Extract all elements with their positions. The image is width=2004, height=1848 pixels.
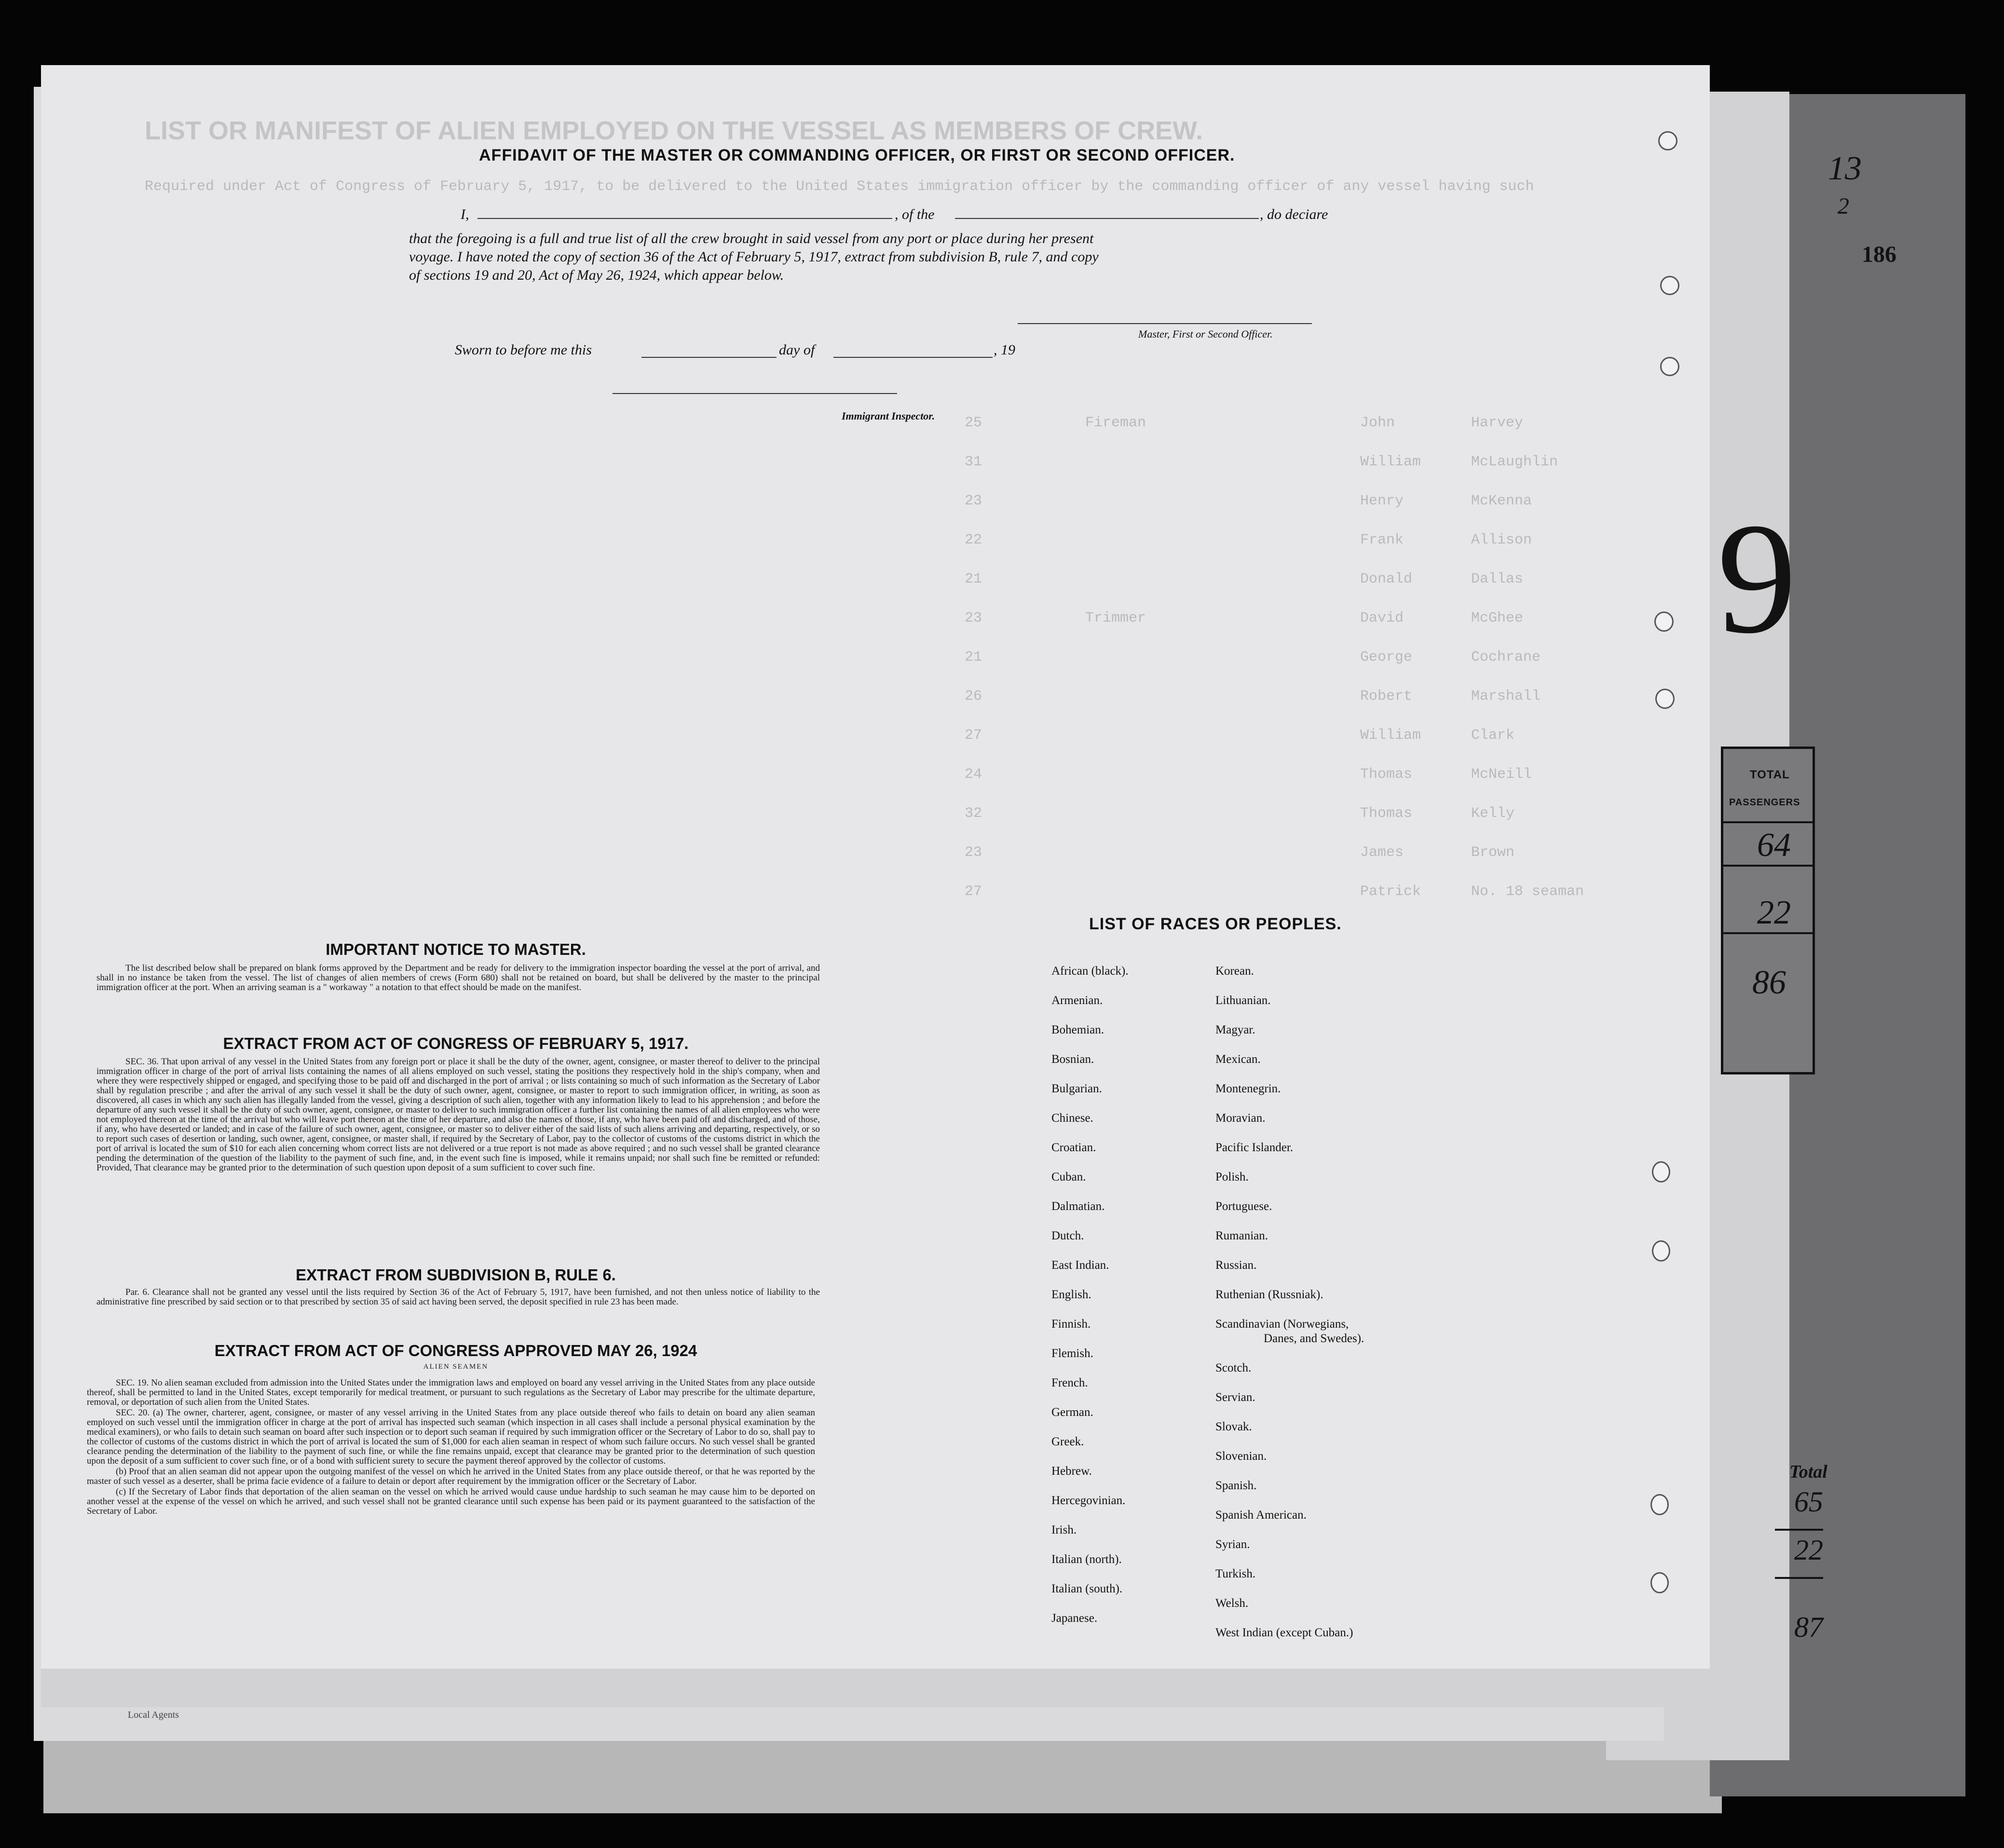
race-item: Cuban.	[1051, 1170, 1086, 1183]
master-caption: Master, First or Second Officer.	[1138, 328, 1273, 340]
ghost-surname: McGhee	[1471, 610, 1524, 626]
tally-header-passengers: PASSENGERS	[1729, 797, 1800, 808]
race-item: French.	[1051, 1376, 1088, 1389]
race-item: Bosnian.	[1051, 1053, 1094, 1066]
ghost-surname: Kelly	[1471, 805, 1515, 822]
race-item: Korean.	[1215, 965, 1254, 978]
vessel-blank	[955, 218, 1259, 219]
handwritten-top-mark-2: 2	[1838, 193, 1849, 219]
race-item: Welsh.	[1215, 1597, 1249, 1610]
race-item: Servian.	[1215, 1391, 1255, 1404]
ghost-surname: Harvey	[1471, 415, 1524, 431]
affidavit-of-the: , of the	[895, 206, 935, 222]
ghost-given: William	[1360, 454, 1421, 470]
ghost-surname: Marshall	[1471, 688, 1541, 705]
sworn-day-blank	[641, 357, 777, 358]
extract-rule6-title: EXTRACT FROM SUBDIVISION B, RULE 6.	[296, 1266, 616, 1284]
race-item: Chinese.	[1051, 1112, 1093, 1125]
ghost-surname: Cochrane	[1471, 649, 1541, 666]
handwritten-total-label: Total	[1789, 1462, 1827, 1482]
race-item: Dalmatian.	[1051, 1200, 1105, 1213]
extract-1917-title: EXTRACT FROM ACT OF CONGRESS OF FEBRUARY 5, 1917.	[223, 1034, 689, 1052]
notice-text: The list described below shall be prepared on blank forms approved by the Department and be ready for delivery to the immigration inspector boarding the vessel at the port of arrival, and shall in no instance be taken from the vessel. The list of changes of alien members of crews (Form 680) shall not be retained on board, but shall be delivered by the master to the principal immigration officer at the port. When an arriving seaman is a " workaway " a notation to that effect should be made on the manifest.	[96, 963, 820, 992]
ghost-given: Thomas	[1360, 766, 1413, 783]
master-signature-line	[1018, 323, 1312, 324]
total-divider	[1775, 1577, 1823, 1579]
race-item: Japanese.	[1051, 1612, 1098, 1625]
race-item: Dutch.	[1051, 1229, 1084, 1242]
handwritten-total-2: 22	[1794, 1534, 1823, 1566]
extract-1917-text: SEC. 36. That upon arrival of any vessel in the United States from any foreign port or place it shall be the duty of the owner, agent, consignee, or master thereof to deliver to the principal immigration officer in charge of the port of arrival lists containing the names of all aliens employed on such vessel, stating the positions they respectively hold in the ship's company, when and where they were respectively shipped or engaged, and specifying those to be paid off and discharged in the port of arrival ; or lists containing so much of such information as the Secretary of Labor shall by regulation prescribe ; and after the arrival of any such vessel it shall be the duty of such owner, agent, consignee, or master to report to such immigration officer, in writing, as soon as discovered, all cases in which any such alien has illegally landed from the vessel, giving a description of such alien, together with any information likely to lead to his apprehension ; and before the departure of any such vessel it shall be the duty of such owner, agent, consignee, or master to deliver to such immigration officer a further list containing the names of all alien employees who were not employed thereon at the time of the arrival but who will leave port thereon at the time of her departure, and also the names of those, if any, who have been paid off and discharged, and of those, if any, who have deserted or landed; and in case of the failure of such owner, agent, consignee, or master so to deliver either of the said lists of such aliens arriving and departing, respectively, or so to report such cases of desertion or landing, such owner, agent, consignee, or master shall, if required by the Secretary of Labor, pay to the collector of customs of the customs district in which the port of arrival is located the sum of $10 for each alien concerning whom correct lists are not delivered or a true report is not made as above required ; and no such vessel shall be granted clearance pending the determination of the question of the liability to the payment of such fine, and, in the event such fine is imposed, while it remains unpaid; nor shall such fine be remitted or refunded: Provided, That clearance may be granted prior to the determination of such question upon deposit of a sum sufficient to cover such fine.	[96, 1057, 820, 1173]
sec-19: SEC. 19. No alien seaman excluded from admission into the United States under the immigration laws and employed on board any vessel arriving in the United States from any place outside thereof, shall be permitted to land in the United States, except temporarily for medical treatment, or pursuant to such regulations as the Secretary of Labor may prescribe for the ultimate departure, removal, or deportation of such alien from the United States.	[87, 1378, 815, 1407]
race-item: Finnish.	[1051, 1318, 1091, 1331]
ghost-surname: Allison	[1471, 532, 1532, 548]
ghost-age: 23	[965, 493, 982, 509]
sworn-month-blank	[833, 357, 993, 358]
handwritten-total-1: 65	[1794, 1486, 1823, 1518]
sec-20a: SEC. 20. (a) The owner, charterer, agent, consignee, or master of any vessel arriving in the United States from any place outside thereof who fails to detain on board any alien seaman employed on such vessel until the immigration officer in charge at the port of arrival has inspected such seaman (which inspection in all cases shall include a personal physical examination by the medical examiners), or who fails to detain such seaman on board after such inspection or to deport such seaman if required by such immigration officer or the Secretary of Labor to do so, shall pay to the collector of customs of the customs district in which the port of arrival is located the sum of $1,000 for each alien seaman in respect of whom such failure occurs. No such vessel shall be granted clearance pending the determination of the liability to the payment of such fine, or while the fine remains unpaid, except that clearance may be granted prior to the determination of such question upon the deposit of a sum sufficient to cover such fine, or of a bond with sufficient surety to secure the payment thereof approved by the collector of customs.	[87, 1408, 815, 1466]
tally-value-1: 64	[1757, 827, 1791, 864]
punch-hole	[1650, 1494, 1669, 1515]
tally-value-2: 22	[1757, 894, 1791, 931]
race-item: German.	[1051, 1406, 1093, 1419]
race-item: Ruthenian (Russniak).	[1215, 1288, 1323, 1301]
race-item: Hercegovinian.	[1051, 1494, 1126, 1507]
page-bottom-strip	[41, 1669, 1710, 1707]
ghost-age: 21	[965, 571, 982, 587]
extract-1924-title: EXTRACT FROM ACT OF CONGRESS APPROVED MAY 26, 1924	[214, 1342, 697, 1359]
punch-hole	[1654, 611, 1674, 632]
affidavit-body-1: that the foregoing is a full and true list of all the crew brought in said vessel from any port or place during her present	[409, 231, 1094, 246]
ghost-age: 24	[965, 766, 982, 783]
tally-divider	[1723, 932, 1813, 934]
inspector-caption: Immigrant Inspector.	[842, 410, 935, 422]
ghost-surname: McKenna	[1471, 493, 1532, 509]
affidavit-title: AFFIDAVIT OF THE MASTER OR COMMANDING OFFICER, OR FIRST OR SECOND OFFICER.	[479, 146, 1235, 164]
affidavit-line-i: I,	[461, 206, 469, 222]
ghost-age: 25	[965, 415, 982, 431]
name-blank	[477, 218, 892, 219]
ghost-age: 22	[965, 532, 982, 548]
passenger-tally-box	[1721, 747, 1815, 1074]
punch-hole	[1655, 689, 1675, 709]
bottom-label: Local Agents	[128, 1710, 179, 1720]
race-item: West Indian (except Cuban.)	[1215, 1626, 1353, 1639]
ghost-given: George	[1360, 649, 1413, 666]
ghost-age: 32	[965, 805, 982, 822]
total-divider	[1775, 1529, 1823, 1531]
race-item: Portuguese.	[1215, 1200, 1272, 1213]
race-item: Moravian.	[1215, 1112, 1266, 1125]
ghost-given: David	[1360, 610, 1404, 626]
affidavit-declare: , do deciare	[1260, 206, 1328, 222]
ghost-surname: Dallas	[1471, 571, 1524, 587]
ghost-age: 27	[965, 883, 982, 900]
race-item: Bulgarian.	[1051, 1082, 1102, 1095]
race-item: Croatian.	[1051, 1141, 1096, 1154]
punch-hole	[1660, 357, 1679, 376]
race-item: Rumanian.	[1215, 1229, 1268, 1242]
notice-title: IMPORTANT NOTICE TO MASTER.	[326, 940, 586, 958]
sec-20c: (c) If the Secretary of Labor finds that deportation of the alien seaman on the vessel on which he arrived would cause undue hardship to such seaman he may cause him to be deported on another vessel at the expense of the vessel on which he arrived, and such vessel shall not be granted clearance until such expense has been paid or its payment guaranteed to the satisfaction of the Secretary of Labor.	[87, 1487, 815, 1516]
races-title: LIST OF RACES OR PEOPLES.	[1089, 915, 1342, 933]
race-item: Pacific Islander.	[1215, 1141, 1294, 1154]
ghost-age: 27	[965, 727, 982, 744]
race-item: Bohemian.	[1051, 1023, 1104, 1036]
affidavit-body-3: of sections 19 and 20, Act of May 26, 1924, which appear below.	[409, 267, 784, 283]
punch-hole	[1660, 276, 1679, 295]
race-item: Montenegrin.	[1215, 1082, 1281, 1095]
race-item: Spanish.	[1215, 1479, 1257, 1492]
race-item: Greek.	[1051, 1435, 1084, 1448]
inspector-signature-line	[613, 393, 897, 394]
race-item: East Indian.	[1051, 1259, 1109, 1272]
ghost-given: William	[1360, 727, 1421, 744]
ghost-age: 21	[965, 649, 982, 666]
race-item: African (black).	[1051, 965, 1129, 978]
race-item: Magyar.	[1215, 1023, 1255, 1036]
ghost-rank: Fireman	[1085, 415, 1146, 431]
sec-20b: (b) Proof that an alien seaman did not appear upon the outgoing manifest of the vessel on which he arrived in the United States from any place outside thereof, or that he was reported by the master of such vessel as a deserter, shall be prima facie evidence of a failure to detain or deport after requirement by the immigration officer or the Secretary of Labor.	[87, 1467, 815, 1486]
stamped-page-number: 186	[1862, 242, 1896, 267]
tally-divider	[1723, 865, 1813, 867]
race-item-continuation: Danes, and Swedes).	[1264, 1332, 1364, 1345]
race-item: Spanish American.	[1215, 1508, 1307, 1522]
ghost-manifest-header: LIST OR MANIFEST OF ALIEN EMPLOYED ON THE VESSEL AS MEMBERS OF CREW.	[145, 116, 1203, 145]
sworn-year: , 19	[994, 342, 1015, 358]
race-item: Lithuanian.	[1215, 994, 1271, 1007]
ghost-surname: Clark	[1471, 727, 1515, 744]
handwritten-top-mark: 13	[1828, 150, 1862, 187]
race-item: Mexican.	[1215, 1053, 1261, 1066]
race-item: Italian (north).	[1051, 1553, 1122, 1566]
punch-hole	[1652, 1240, 1670, 1262]
race-item: Slovak.	[1215, 1420, 1252, 1433]
ghost-age: 26	[965, 688, 982, 705]
race-item: Italian (south).	[1051, 1582, 1123, 1595]
ghost-surname: Brown	[1471, 844, 1515, 861]
ghost-given: James	[1360, 844, 1404, 861]
race-item: English.	[1051, 1288, 1091, 1301]
race-item: Irish.	[1051, 1523, 1077, 1536]
ghost-given: Robert	[1360, 688, 1413, 705]
race-item: Slovenian.	[1215, 1450, 1267, 1463]
ghost-age: 31	[965, 454, 982, 470]
handwritten-total-3: 87	[1794, 1611, 1823, 1643]
race-item: Flemish.	[1051, 1347, 1093, 1360]
race-item: Syrian.	[1215, 1538, 1250, 1551]
ghost-surname: McLaughlin	[1471, 454, 1558, 470]
ghost-given: Henry	[1360, 493, 1404, 509]
tally-value-3: 86	[1752, 964, 1786, 1001]
sworn-text: Sworn to before me this	[455, 342, 592, 358]
ghost-given: John	[1360, 415, 1395, 431]
extract-1924-text	[87, 1378, 815, 1517]
race-item: Turkish.	[1215, 1567, 1256, 1580]
ghost-given: Patrick	[1360, 883, 1421, 900]
race-item: Polish.	[1215, 1170, 1249, 1183]
tally-divider	[1723, 821, 1813, 823]
ghost-surname: McNeill	[1471, 766, 1532, 783]
affidavit-body-2: voyage. I have noted the copy of section 36 of the Act of February 5, 1917, extract from subdivision B, rule 7, and copy	[409, 249, 1099, 265]
ghost-given: Donald	[1360, 571, 1413, 587]
race-item: Armenian.	[1051, 994, 1103, 1007]
handwritten-big-digit: 9	[1717, 490, 1797, 666]
ghost-surname: No. 18 seaman	[1471, 883, 1584, 900]
race-item: Hebrew.	[1051, 1465, 1092, 1478]
race-item: Scandinavian (Norwegians,	[1215, 1318, 1349, 1331]
punch-hole	[1650, 1572, 1669, 1593]
race-item: Russian.	[1215, 1259, 1257, 1272]
punch-hole	[1652, 1161, 1670, 1182]
ghost-given: Thomas	[1360, 805, 1413, 822]
extract-1924-subtitle: ALIEN SEAMEN	[423, 1363, 489, 1371]
ghost-age: 23	[965, 844, 982, 861]
extract-rule6-text: Par. 6. Clearance shall not be granted any vessel until the lists required by Section 36 of the Act of February 5, 1917, have been furnished, and not then unless notice of liability to the administrative fine prescribed by said section or to that prescribed by section 35 of said act having been served, the deposit specified in rule 23 has been made.	[96, 1287, 820, 1307]
ghost-given: Frank	[1360, 532, 1404, 548]
punch-hole	[1658, 131, 1677, 150]
tally-header-total: TOTAL	[1750, 768, 1790, 781]
ghost-manifest-subheader: Required under Act of Congress of February 5, 1917, to be delivered to the United States immigration officer by the commanding officer of any vessel having such	[145, 178, 1534, 195]
ghost-age: 23	[965, 610, 982, 626]
ghost-rank: Trimmer	[1085, 610, 1146, 626]
sworn-day-of: day of	[779, 342, 815, 358]
race-item: Scotch.	[1215, 1361, 1252, 1374]
